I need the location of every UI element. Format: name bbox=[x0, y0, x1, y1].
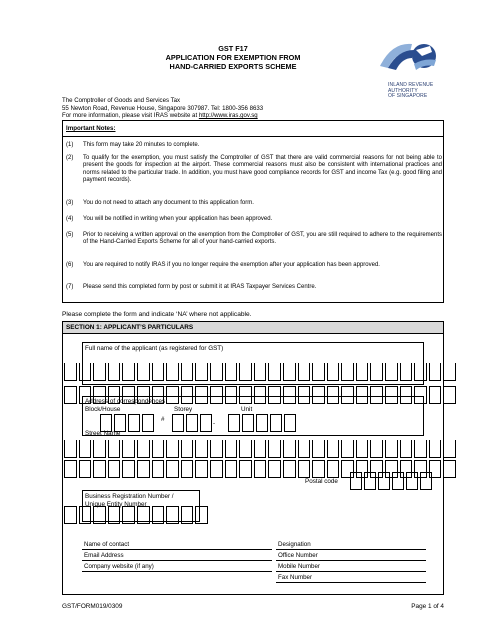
mobile-number-field[interactable]: Mobile Number bbox=[276, 561, 426, 572]
logo-text-line2: AUTHORITY bbox=[388, 87, 418, 94]
iras-website-link[interactable]: http://www.iras.gov.sg bbox=[198, 112, 258, 120]
note-number: (7) bbox=[66, 284, 74, 290]
note-item bbox=[66, 262, 442, 269]
character-box[interactable] bbox=[239, 460, 252, 478]
character-box[interactable] bbox=[172, 414, 184, 432]
character-box[interactable] bbox=[385, 363, 398, 381]
street-name-label: Street Name bbox=[85, 430, 121, 437]
brn-label-line2: Unique Entity Number bbox=[85, 501, 147, 508]
logo-text-line1: INLAND REVENUE bbox=[388, 82, 434, 88]
character-box[interactable] bbox=[443, 386, 456, 404]
character-box[interactable] bbox=[429, 363, 442, 381]
character-box[interactable] bbox=[312, 460, 325, 478]
character-box[interactable] bbox=[181, 440, 194, 458]
character-box[interactable] bbox=[79, 440, 92, 458]
note-number: (3) bbox=[66, 200, 74, 206]
character-box[interactable] bbox=[378, 472, 390, 490]
note-number: (1) bbox=[66, 142, 74, 148]
office-number-field[interactable]: Office Number bbox=[276, 550, 426, 561]
character-box[interactable] bbox=[420, 472, 432, 490]
character-box[interactable] bbox=[166, 506, 179, 524]
character-box[interactable] bbox=[210, 363, 223, 381]
note-item bbox=[66, 155, 442, 185]
character-box[interactable] bbox=[93, 363, 106, 381]
storey-label: Storey bbox=[174, 406, 193, 413]
note-item bbox=[66, 284, 442, 291]
character-box[interactable] bbox=[122, 460, 135, 478]
logo-text-line3: OF SINGAPORE bbox=[388, 93, 428, 99]
address-line3 bbox=[62, 112, 263, 120]
character-box[interactable] bbox=[284, 414, 296, 432]
character-box[interactable] bbox=[210, 440, 223, 458]
iras-logo bbox=[378, 40, 444, 100]
character-box[interactable] bbox=[443, 440, 456, 458]
character-box[interactable] bbox=[137, 440, 150, 458]
character-box[interactable] bbox=[93, 460, 106, 478]
character-box[interactable] bbox=[64, 440, 77, 458]
character-box[interactable] bbox=[443, 460, 456, 478]
character-box[interactable] bbox=[166, 363, 179, 381]
character-box[interactable] bbox=[327, 363, 340, 381]
character-box[interactable] bbox=[137, 363, 150, 381]
character-box[interactable] bbox=[429, 440, 442, 458]
character-box[interactable] bbox=[195, 363, 208, 381]
character-box[interactable] bbox=[128, 414, 140, 432]
note-text: This form may take 20 minutes to complete. bbox=[83, 142, 200, 148]
character-box[interactable] bbox=[239, 363, 252, 381]
character-box[interactable] bbox=[166, 440, 179, 458]
character-box[interactable] bbox=[137, 506, 150, 524]
street-input-row1[interactable] bbox=[64, 440, 458, 458]
character-box[interactable] bbox=[429, 386, 442, 404]
note-number: (4) bbox=[66, 216, 74, 222]
character-box[interactable] bbox=[400, 440, 413, 458]
character-box[interactable] bbox=[312, 363, 325, 381]
character-box[interactable] bbox=[254, 440, 267, 458]
note-item bbox=[66, 216, 442, 223]
character-box[interactable] bbox=[268, 460, 281, 478]
character-box[interactable] bbox=[385, 440, 398, 458]
note-number: (5) bbox=[66, 232, 74, 238]
note-item bbox=[66, 142, 442, 149]
page-number: Page 1 of 4 bbox=[411, 603, 444, 610]
character-box[interactable] bbox=[181, 460, 194, 478]
character-box[interactable] bbox=[414, 440, 427, 458]
character-box[interactable] bbox=[210, 460, 223, 478]
character-box[interactable] bbox=[152, 460, 165, 478]
character-box[interactable] bbox=[370, 363, 383, 381]
form-reference: GST/FORM019/0309 bbox=[62, 603, 123, 610]
fax-number-field[interactable]: Fax Number bbox=[276, 572, 426, 583]
address-block bbox=[62, 97, 263, 120]
character-box[interactable] bbox=[256, 414, 268, 432]
character-box[interactable] bbox=[225, 440, 238, 458]
character-box[interactable] bbox=[79, 506, 92, 524]
important-notes-box bbox=[62, 120, 444, 303]
character-box[interactable] bbox=[137, 460, 150, 478]
character-box[interactable] bbox=[93, 506, 106, 524]
character-box[interactable] bbox=[327, 460, 340, 478]
character-box[interactable] bbox=[406, 472, 418, 490]
note-number: (2) bbox=[66, 155, 74, 161]
character-box[interactable] bbox=[298, 363, 311, 381]
address-line2: 55 Newton Road, Revenue House, Singapore 307987. Tel: 1800-356 8633 bbox=[62, 104, 264, 112]
postal-code-label: Postal code bbox=[305, 478, 338, 485]
block-label: Block/House bbox=[85, 406, 121, 413]
character-box[interactable] bbox=[152, 506, 165, 524]
form-title bbox=[120, 44, 346, 71]
note-text: To qualify for the exemption, you must satisfy the Comptroller of GST that there are valid commercial reasons for not being able to present the goods for inspection at the airport. These commercial reasons must also be consistent with international practices and norms related to the particular trade. In addition, you must have good compliance records for GST and income Tax (e.g. good filing and payment records). bbox=[83, 155, 442, 184]
instruction-text: Please complete the form and indicate ‘NA’ where not applicable. bbox=[62, 311, 252, 318]
designation-field[interactable]: Designation bbox=[276, 539, 426, 550]
character-box[interactable] bbox=[242, 414, 254, 432]
character-box[interactable] bbox=[122, 440, 135, 458]
hash-symbol: # bbox=[161, 416, 165, 423]
character-box[interactable] bbox=[392, 472, 404, 490]
note-text: Please send this completed form by post or submit it at IRAS Taxpayer Services Centre. bbox=[83, 284, 317, 290]
character-box[interactable] bbox=[254, 460, 267, 478]
note-item bbox=[66, 200, 442, 207]
form-title-line1: APPLICATION FOR EXEMPTION FROM bbox=[165, 53, 301, 62]
character-box[interactable] bbox=[225, 363, 238, 381]
character-box[interactable] bbox=[195, 440, 208, 458]
notes-divider bbox=[63, 136, 443, 137]
character-box[interactable] bbox=[270, 414, 282, 432]
note-text: You are required to notify IRAS if you no longer require the exemption after your application has been approved. bbox=[83, 262, 380, 268]
character-box[interactable] bbox=[64, 363, 77, 381]
character-box[interactable] bbox=[152, 440, 165, 458]
brn-input[interactable] bbox=[64, 506, 210, 524]
character-box[interactable] bbox=[268, 363, 281, 381]
note-text: You do not need to attach any document to this application form. bbox=[83, 200, 254, 206]
character-box[interactable] bbox=[356, 440, 369, 458]
character-box[interactable] bbox=[283, 363, 296, 381]
character-box[interactable] bbox=[64, 460, 77, 478]
character-box[interactable] bbox=[195, 460, 208, 478]
character-box[interactable] bbox=[341, 363, 354, 381]
address-line3-prefix: For more information, please visit IRAS website at bbox=[62, 112, 199, 120]
character-box[interactable] bbox=[298, 440, 311, 458]
character-box[interactable] bbox=[298, 460, 311, 478]
character-box[interactable] bbox=[79, 363, 92, 381]
character-box[interactable] bbox=[64, 506, 77, 524]
character-box[interactable] bbox=[108, 506, 121, 524]
unit-input[interactable] bbox=[228, 414, 298, 432]
form-title-line2: HAND-CARRIED EXPORTS SCHEME bbox=[169, 62, 297, 71]
character-box[interactable] bbox=[239, 440, 252, 458]
character-box[interactable] bbox=[283, 440, 296, 458]
character-box[interactable] bbox=[400, 363, 413, 381]
email-field[interactable]: Email Address bbox=[82, 550, 272, 561]
address-label: Address of correspondences bbox=[85, 398, 166, 405]
character-box[interactable] bbox=[64, 386, 77, 404]
brn-label-line1: Business Registration Number / bbox=[85, 493, 174, 500]
character-box[interactable] bbox=[195, 506, 208, 524]
character-box[interactable] bbox=[200, 414, 212, 432]
character-box[interactable] bbox=[225, 460, 238, 478]
note-text: Prior to receiving a written approval on the exemption from the Comptroller of GST, you are still required to adhere to the requirements of the Hand-Carried Exports Scheme for all of your hand-carried exports. bbox=[83, 232, 442, 246]
character-box[interactable] bbox=[414, 363, 427, 381]
postal-code-input[interactable] bbox=[350, 472, 434, 490]
character-box[interactable] bbox=[312, 440, 325, 458]
character-box[interactable] bbox=[370, 440, 383, 458]
full-name-input-row1[interactable] bbox=[64, 363, 458, 381]
character-box[interactable] bbox=[283, 460, 296, 478]
note-number: (6) bbox=[66, 262, 74, 268]
character-box[interactable] bbox=[268, 440, 281, 458]
character-box[interactable] bbox=[122, 506, 135, 524]
character-box[interactable] bbox=[356, 363, 369, 381]
website-field[interactable]: Company website (if any) bbox=[82, 561, 272, 572]
contact-name-field[interactable]: Name of contact bbox=[82, 539, 272, 550]
character-box[interactable] bbox=[350, 472, 362, 490]
address-line1: The Comptroller of Goods and Services Tax bbox=[62, 97, 181, 104]
important-notes-heading: Important Notes: bbox=[66, 125, 116, 132]
character-box[interactable] bbox=[166, 460, 179, 478]
character-box[interactable] bbox=[108, 363, 121, 381]
character-box[interactable] bbox=[181, 363, 194, 381]
storey-input[interactable] bbox=[172, 414, 214, 432]
character-box[interactable] bbox=[122, 363, 135, 381]
iras-logo-icon bbox=[378, 40, 438, 80]
note-text: You will be notified in writing when your application has been approved. bbox=[83, 216, 273, 222]
character-box[interactable] bbox=[364, 472, 376, 490]
unit-label: Unit bbox=[241, 406, 253, 413]
character-box[interactable] bbox=[254, 363, 267, 381]
character-box[interactable] bbox=[443, 363, 456, 381]
character-box[interactable] bbox=[341, 440, 354, 458]
character-box[interactable] bbox=[79, 460, 92, 478]
character-box[interactable] bbox=[142, 414, 154, 432]
character-box[interactable] bbox=[152, 363, 165, 381]
character-box[interactable] bbox=[228, 414, 240, 432]
character-box[interactable] bbox=[327, 440, 340, 458]
note-item bbox=[66, 232, 442, 247]
full-name-label: Full name of the applicant (as registered for GST) bbox=[85, 345, 224, 352]
character-box[interactable] bbox=[186, 414, 198, 432]
character-box[interactable] bbox=[108, 440, 121, 458]
form-code: GST F17 bbox=[218, 44, 248, 53]
dash-symbol: - bbox=[213, 420, 216, 427]
section1-heading: SECTION 1: APPLICANT’S PARTICULARS bbox=[63, 322, 443, 334]
character-box[interactable] bbox=[108, 460, 121, 478]
character-box[interactable] bbox=[181, 506, 194, 524]
character-box[interactable] bbox=[93, 440, 106, 458]
